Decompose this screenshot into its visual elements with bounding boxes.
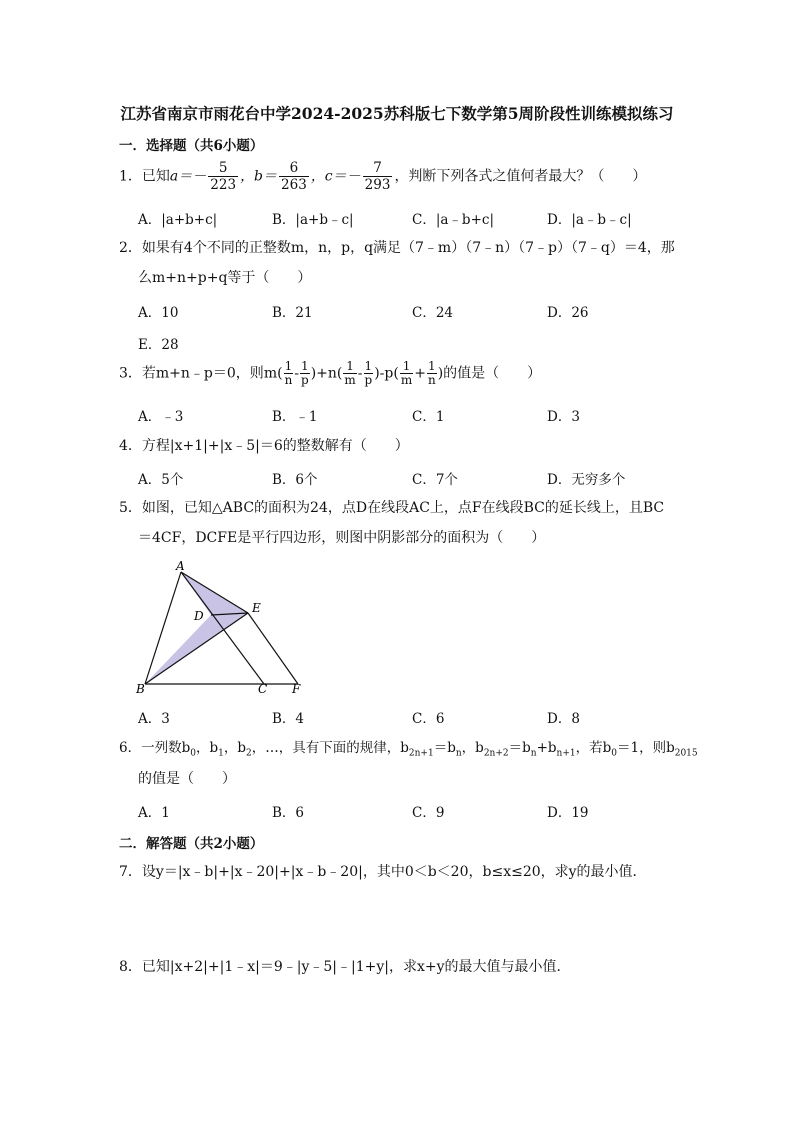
question-7: 7．设y＝|x﹣b|+|x﹣20|+|x﹣b﹣20|，其中0＜b＜20，b≤x≤20，求y的最小值． [119, 864, 647, 880]
question-2-line2: 么m+n+p+q等于（ ） [138, 270, 312, 286]
q5-geometry-figure [130, 556, 320, 696]
q3-frac-6: $\frac{1}{n}$ [427, 359, 436, 387]
q2-option-a[interactable]: A．10 [138, 305, 179, 321]
q1-c-eq: ，c＝－ [310, 168, 361, 185]
q2-option-c[interactable]: C．24 [412, 305, 454, 321]
label-d: D [194, 609, 204, 623]
label-a: A [176, 559, 185, 573]
q6-option-d[interactable]: D．19 [547, 805, 589, 821]
question-1 [119, 160, 646, 193]
q3-frac-2: $\frac{1}{p}$ [301, 359, 309, 387]
label-f: F [292, 682, 301, 696]
q1-fraction-b: $\frac{6}{263}$ [281, 160, 307, 193]
question-6-line1: 6．一列数$b_0$，$b_1$，$b_2$，…，具有下面的规律，$b_{2n+1}=b_n$，$b_{2n+2}=b_n+b_{n+1}$，若$b_0=1$，则$b_{2015}$ [119, 740, 698, 759]
question-4: 4．方程|x+1|+|x﹣5|＝6的整数解有（ ） [119, 438, 409, 454]
q4-option-a[interactable]: A．5个 [138, 472, 184, 488]
q3-frac-3: $\frac{1}{m}$ [344, 359, 356, 387]
segment-ac [181, 572, 264, 684]
section-heading-answer: 二．解答题（共2小题） [119, 836, 264, 852]
q3-suffix: )的值是（ ） [437, 365, 542, 382]
question-5-line2: ＝4CF，DCFE是平行四边形，则图中阴影部分的面积为（ ） [138, 530, 546, 546]
q1-suffix: ，判断下列各式之值何者最大？（ ） [394, 168, 647, 185]
q3-option-a[interactable]: A．﹣3 [138, 409, 184, 425]
label-e: E [252, 601, 261, 615]
q3-option-d[interactable]: D．3 [547, 409, 580, 425]
q6-option-a[interactable]: A．1 [138, 805, 170, 821]
question-2-line1: 2．如果有4个不同的正整数m，n，p，q满足（7﹣m）（7﹣n）（7﹣p）（7﹣q）＝4，那 [119, 240, 675, 256]
q5-option-d[interactable]: D．8 [547, 711, 580, 727]
q1-fraction-c: $\frac{7}{293}$ [364, 160, 391, 193]
label-b: B [136, 682, 145, 696]
question-5-line1: 5．如图，已知△ABC的面积为24，点D在线段AC上，点F在线段BC的延长线上，且BC [119, 500, 665, 516]
q3-frac-4: $\frac{1}{p}$ [364, 359, 373, 387]
q3-frac-5: $\frac{1}{m}$ [400, 359, 413, 387]
q1-option-d[interactable]: D．|a﹣b﹣c| [547, 212, 632, 228]
q1-option-b[interactable]: B．|a+b﹣c| [272, 212, 354, 228]
q2-option-d[interactable]: D．26 [547, 305, 589, 321]
question-8: 8．已知|x+2|+|1﹣x|＝9﹣|y﹣5|﹣|1+y|，求x+y的最大值与最小值． [119, 959, 571, 975]
question-3: 3．若m+n﹣p＝0，则m( $\frac{1}{n}$ - $\frac{1}{p}$ )+n( $\frac{1}{m}$ - $\frac{1}{p}$ )-p( $\frac{1}{m}$ + $\frac{1}{n}$ )的值是（ ） [119, 359, 542, 387]
document-title: 江苏省南京市雨花台中学2024-2025苏科版七下数学第5周阶段性训练模拟练习 [120, 104, 674, 123]
q1-option-a[interactable]: A．|a+b+c| [138, 212, 218, 228]
q3-prefix: 3．若m+n﹣p＝0，则 [119, 365, 264, 382]
q4-option-b[interactable]: B．6个 [272, 472, 318, 488]
q4-option-c[interactable]: C．7个 [412, 472, 458, 488]
label-c: C [258, 682, 268, 696]
q3-option-c[interactable]: C．1 [412, 409, 445, 425]
q2-option-b[interactable]: B．21 [272, 305, 313, 321]
q1-b-eq: ，b＝ [240, 168, 278, 185]
q3-option-b[interactable]: B．﹣1 [272, 409, 318, 425]
q1-a-eq: a＝－ [169, 168, 207, 185]
q3-frac-1: $\frac{1}{n}$ [284, 359, 293, 387]
q1-option-c[interactable]: C．|a﹣b+c| [412, 212, 494, 228]
segment-be [145, 613, 248, 684]
q1-fraction-a: $\frac{5}{223}$ [210, 160, 237, 193]
q5-option-b[interactable]: B．4 [272, 711, 305, 727]
q4-option-d[interactable]: D．无穷多个 [547, 472, 626, 488]
q2-option-e[interactable]: E．28 [138, 337, 179, 353]
section-heading-choice: 一．选择题（共6小题） [119, 138, 264, 154]
q5-option-c[interactable]: C．6 [412, 711, 445, 727]
q1-prefix: 1．已知 [119, 168, 170, 185]
question-6-line2: 的值是（ ） [138, 771, 236, 787]
q6-option-c[interactable]: C．9 [412, 805, 445, 821]
q5-option-a[interactable]: A．3 [138, 711, 170, 727]
q6-option-b[interactable]: B．6 [272, 805, 305, 821]
